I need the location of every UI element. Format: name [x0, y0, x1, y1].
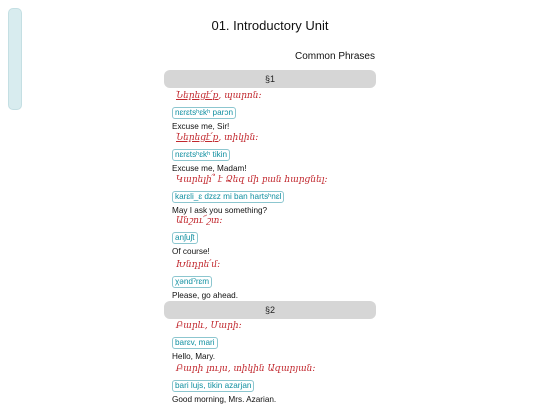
phrase-entry	[172, 175, 328, 216]
armenian-phrase[interactable]: Բարև, Մարի։	[176, 321, 242, 331]
english-translation: Excuse me, Sir!	[172, 122, 230, 131]
phrase-entry	[172, 260, 238, 301]
armenian-phrase[interactable]: Ներեցէ՛ք, պարոն։	[176, 91, 262, 101]
english-translation: Please, go ahead.	[172, 291, 239, 300]
phrase-entry	[172, 364, 315, 405]
page-title: 01. Introductory Unit	[211, 18, 329, 33]
transliteration: nɛrɛtsʰɛkʰ parɔn	[172, 107, 236, 119]
armenian-phrase[interactable]: Կարելի՞ է Ձեզ մի բան հարցնել։	[176, 175, 328, 185]
transliteration: bari lujs, tikin azarjan	[172, 380, 254, 392]
phrase-entry	[172, 216, 222, 257]
english-translation: May I ask you something?	[172, 206, 268, 215]
section-header-1[interactable]: §1	[164, 70, 376, 88]
transliteration: anʃuʃt	[172, 232, 198, 244]
transliteration: nɛrɛtsʰɛkʰ tikin	[172, 149, 230, 161]
armenian-phrase[interactable]: Բարի լույս, տիկին Ազարյան։	[176, 364, 316, 374]
armenian-phrase[interactable]: Խնդրե՛մ։	[176, 260, 221, 270]
phrase-entry	[172, 321, 242, 362]
armenian-phrase[interactable]: Ներեցէ՛ք, տիկին։	[176, 133, 259, 143]
section-title: Common Phrases	[294, 51, 375, 62]
phrase-entry	[172, 133, 258, 174]
armenian-phrase[interactable]: Անշու՜շտ։	[176, 216, 223, 226]
transliteration: χəndˀrɛm	[172, 276, 212, 288]
english-translation: Of course!	[172, 247, 210, 256]
transliteration: karɛli_ɛ dzɛz mi ban hartsʰnɛl	[172, 191, 284, 203]
section-header-2[interactable]: §2	[164, 301, 376, 319]
english-translation: Hello, Mary.	[172, 352, 216, 361]
english-translation: Excuse me, Madam!	[172, 164, 247, 173]
phrase-entry	[172, 91, 262, 132]
transliteration: barɛv, mari	[172, 337, 218, 349]
english-translation: Good morning, Mrs. Azarian.	[172, 395, 277, 404]
